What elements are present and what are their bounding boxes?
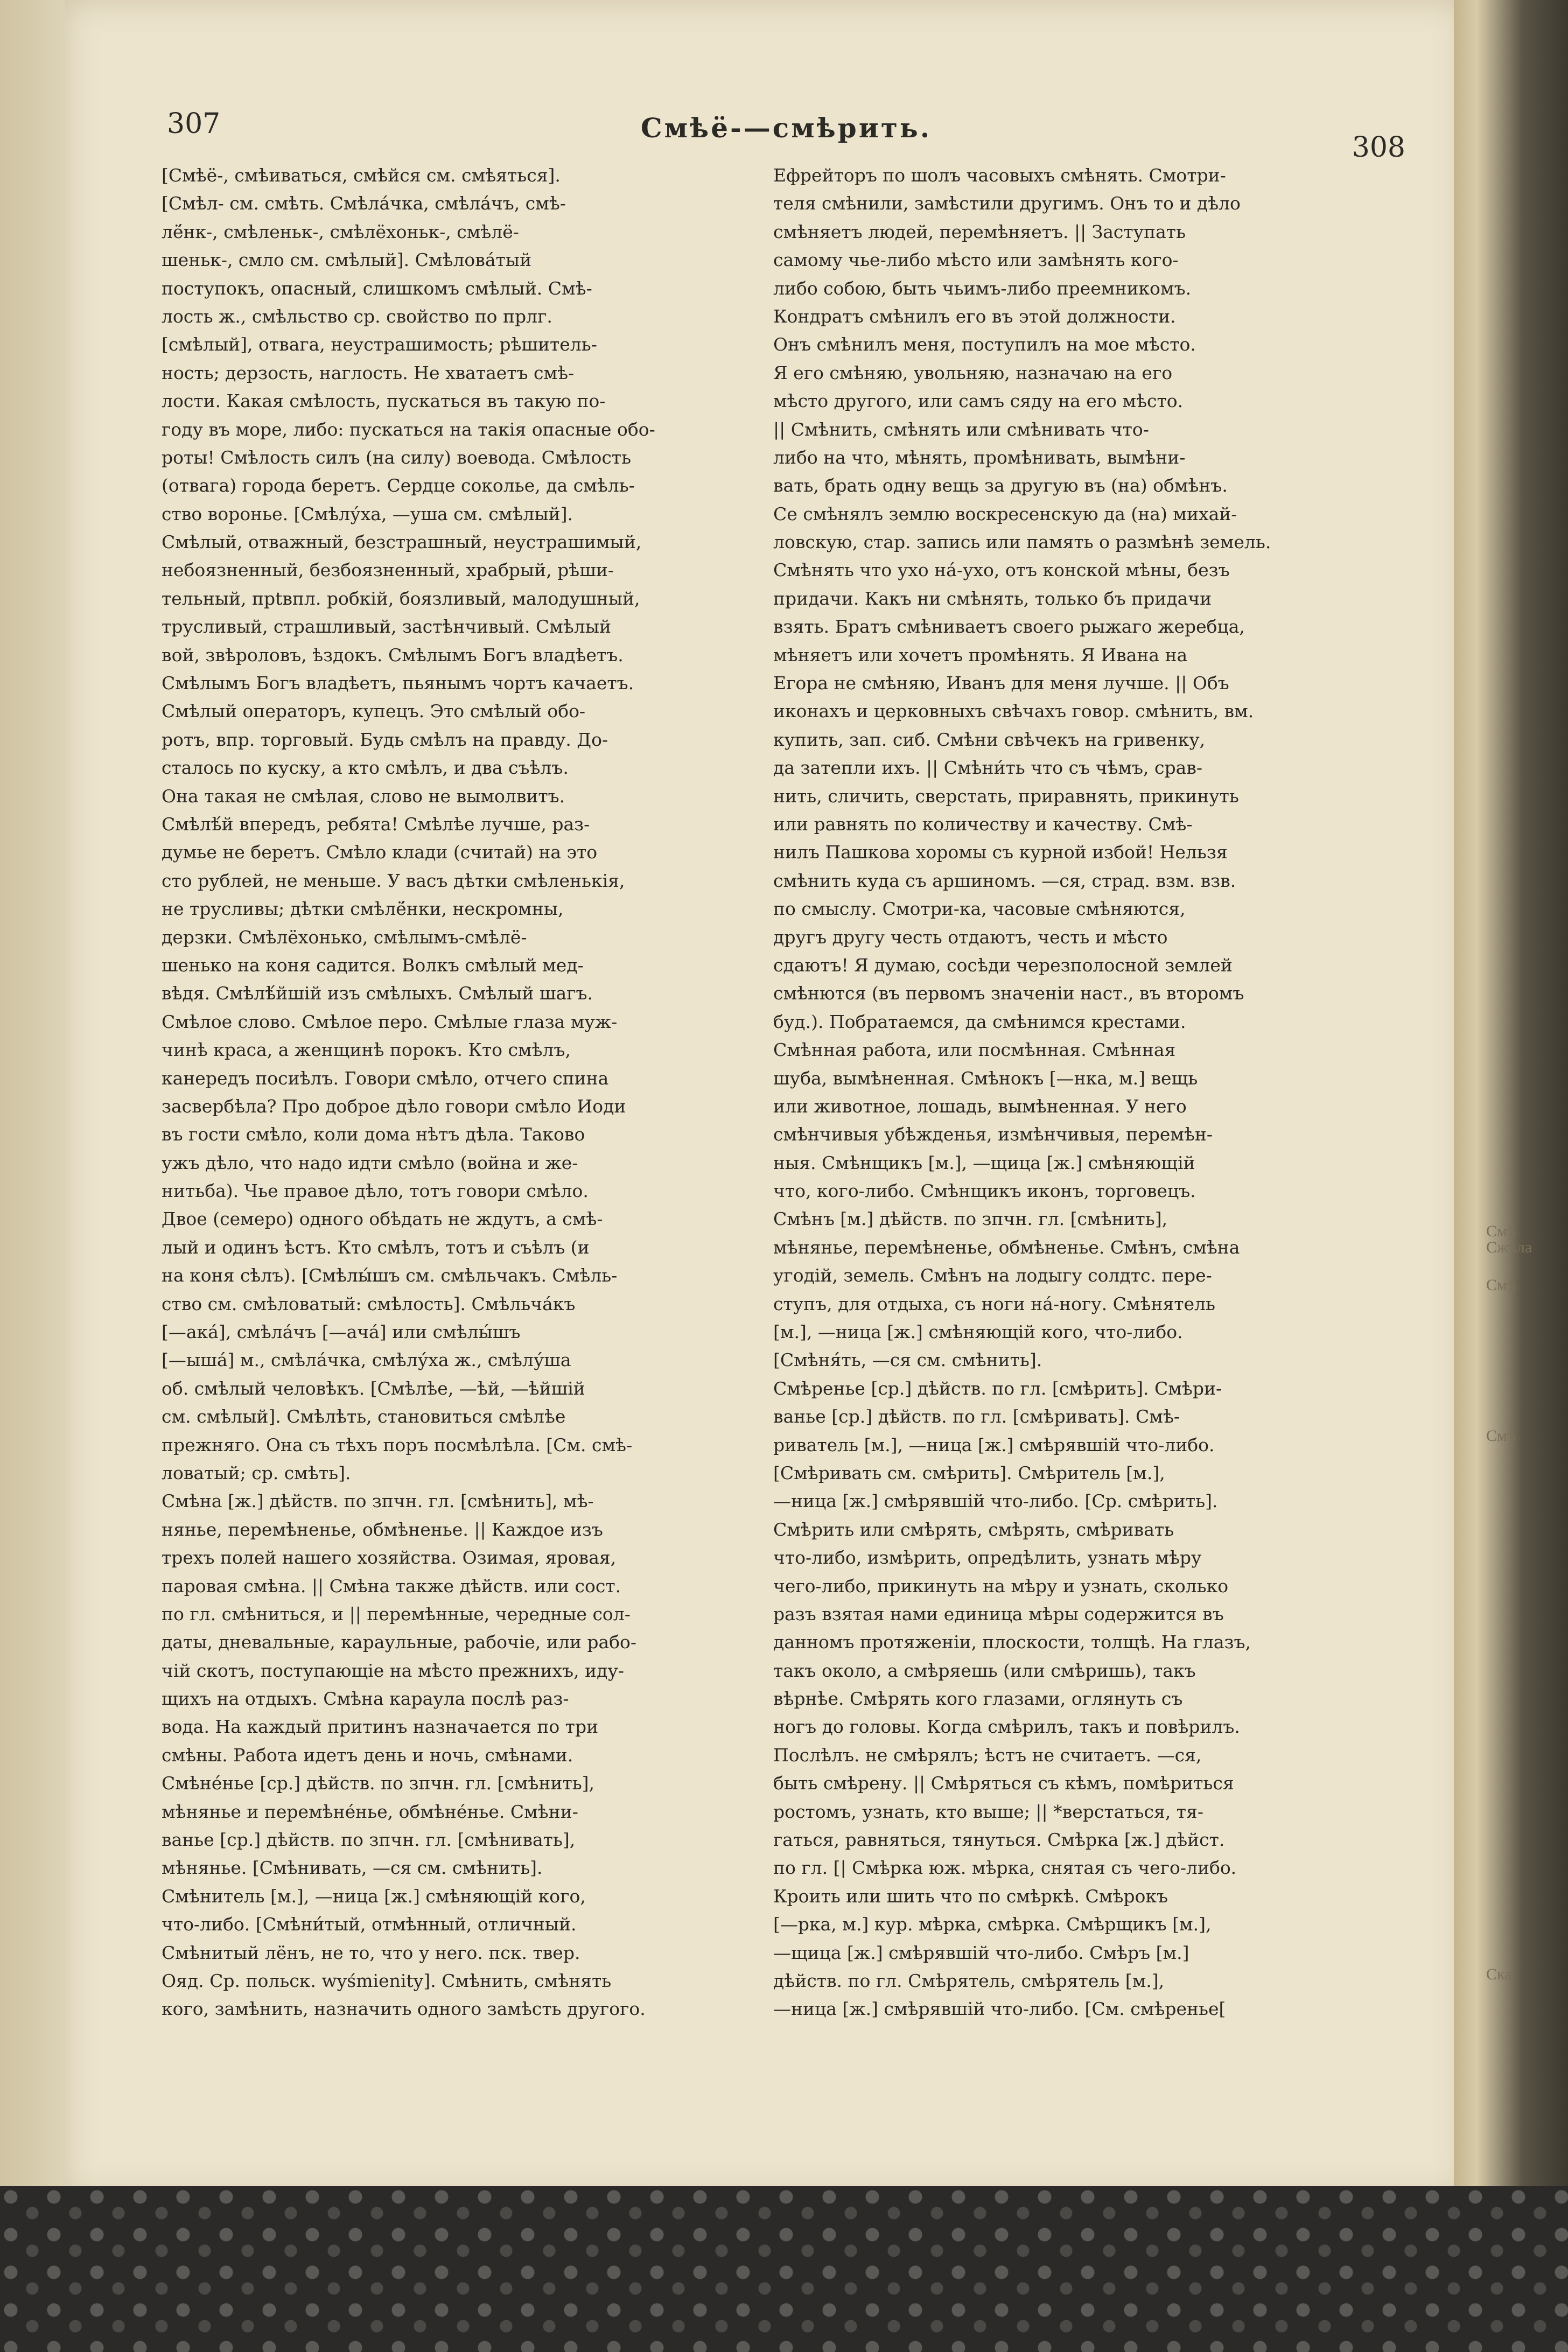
text-line: нянье, перемѣненье, обмѣненье. || Каждое изъ [162, 1518, 603, 1540]
text-line: Ефрейторъ по шолъ часовыхъ смѣнять. Смотри- [773, 165, 1226, 186]
text-line: Егора не смѣняю, Иванъ для меня лучше. || Объ [773, 673, 1229, 694]
text-line: что-либо, измѣрить, опредѣлить, узнать мѣру [773, 1547, 1202, 1569]
text-line: ловатый; ср. смѣть]. [162, 1462, 351, 1483]
running-head [167, 108, 1405, 164]
text-line: на коня сѣлъ). [Смѣлы́шъ см. смѣльчакъ. Смѣль- [162, 1265, 618, 1286]
text-line: думье не беретъ. Смѣло клади (считай) на это [162, 842, 598, 863]
text-line: Смѣлый, отважный, безстрашный, неустрашимый, [162, 531, 642, 553]
text-line: вой, звѣроловъ, ѣздокъ. Смѣлымъ Богъ владѣетъ. [162, 644, 624, 666]
text-line: Ояд. Ср. польск. wyśmienity]. Смѣнить, смѣнять [162, 1970, 612, 1991]
text-line: смѣнчивыя убѣжденья, измѣнчивыя, перемѣн- [773, 1124, 1213, 1145]
text-line: [—ыша́] м., смѣла́чка, смѣлу́ха ж., смѣлу́ша [162, 1349, 571, 1371]
text-line: Смѣнъ [м.] дѣйств. по зпчн. гл. [смѣнить], [773, 1208, 1168, 1230]
text-line: —ница [ж.] смѣрявшій что-либо. [См. смѣренье[ [773, 1998, 1226, 2020]
text-line: Смѣнитый лёнъ, не то, что у него. пск. твер. [162, 1942, 580, 1963]
text-line: не трусливы; дѣтки смѣлё́нки, нескромны, [162, 898, 564, 920]
ghost-text: Сжѣла [1486, 1238, 1532, 1256]
text-line: мѣсто другого, или самъ сяду на его мѣсто. [773, 390, 1184, 412]
text-line: разъ взятая нами единица мѣры содержится въ [773, 1603, 1224, 1625]
text-line: смѣнются (въ первомъ значеніи наст., въ второмъ [773, 983, 1244, 1004]
text-line: вать, брать одну вещь за другую въ (на) обмѣнъ. [773, 475, 1228, 496]
text-line: Смѣна [ж.] дѣйств. по зпчн. гл. [смѣнить], мѣ- [162, 1490, 594, 1512]
text-line: лость ж., смѣльство ср. свойство по прлг. [162, 305, 552, 327]
text-line: риватель [м.], —ница [ж.] смѣрявшій что-либо. [773, 1434, 1215, 1455]
text-line: поступокъ, опасный, слишкомъ смѣлый. Смѣ- [162, 277, 592, 299]
text-line: Смѣлый операторъ, купецъ. Это смѣлый обо- [162, 701, 586, 722]
text-line: теля смѣнили, замѣстили другимъ. Онъ то и дѣло [773, 193, 1241, 214]
text-line: гаться, равняться, тянуться. Смѣрка [ж.] дѣйст. [773, 1829, 1225, 1851]
text-line: либо собою, быть чьимъ-либо преемникомъ. [773, 277, 1192, 299]
text-line: засвербѣла? Про доброе дѣло говори смѣло Иоди [162, 1095, 626, 1117]
text-line: чинѣ краса, а женщинѣ порокъ. Кто смѣлъ, [162, 1039, 571, 1061]
text-line: кого, замѣнить, назначить одного замѣсть другого. [162, 1998, 646, 2020]
text-line: нить, сличить, сверстать, приравнять, прикинуть [773, 785, 1239, 807]
left-column [162, 162, 754, 2024]
text-line: [смѣлый], отвага, неустрашимость; рѣшитель- [162, 334, 597, 355]
text-line: Смѣлое слово. Смѣлое перо. Смѣлые глаза муж- [162, 1011, 618, 1032]
text-line: по смыслу. Смотри-ка, часовые смѣняются, [773, 898, 1186, 920]
ghost-text: Смѣ [1486, 1276, 1516, 1294]
text-line: Она такая не смѣлая, слово не вымолвитъ. [162, 785, 565, 807]
text-line: тельный, прtвпл. робкій, боязливый, малодушный, [162, 587, 640, 609]
text-line: лё́нк-, смѣленьк-, смѣлёхоньк-, смѣлё- [162, 221, 519, 242]
text-line: дерзки. Смѣлёхонько, смѣлымъ-смѣлё- [162, 926, 527, 948]
text-line: Се смѣнялъ землю воскресенскую да (на) михай- [773, 503, 1237, 524]
text-line: году въ море, либо: пускаться на такія опасные обо- [162, 418, 655, 440]
running-head-title: Смѣё-—смѣрить. [640, 112, 932, 144]
left-page-number: 307 [167, 108, 221, 140]
text-line: сталось по куску, а кто смѣлъ, и два съѣлъ. [162, 757, 569, 779]
text-line: смѣняетъ людей, перемѣняетъ. || Заступать [773, 221, 1186, 242]
text-line: вѣдя. Смѣлѣ́йшій изъ смѣлыхъ. Смѣлый шагъ. [162, 983, 593, 1004]
text-line: взять. Братъ смѣниваетъ своего рыжаго жеребца, [773, 616, 1245, 638]
text-line: прежняго. Она съ тѣхъ поръ посмѣлѣла. [См. смѣ- [162, 1434, 633, 1455]
text-line: смѣнить куда съ аршиномъ. —ся, страд. взм. взв. [773, 870, 1236, 891]
text-line: лости. Какая смѣлость, пускаться въ такую по- [162, 390, 606, 412]
text-line: угодій, земель. Смѣнъ на лодыгу солдтс. пере- [773, 1265, 1212, 1286]
text-line: трехъ полей нашего хозяйства. Озимая, яровая, [162, 1547, 617, 1569]
text-line: небоязненный, безбоязненный, храбрый, рѣши- [162, 559, 614, 581]
text-line: Послѣлъ. не смѣрялъ; ѣстъ не считаетъ. —ся, [773, 1744, 1202, 1766]
text-line: [—ака́], смѣла́чъ [—ача́] или смѣлы́шъ [162, 1321, 521, 1343]
text-line: мѣняетъ или хочетъ промѣнять. Я Ивана на [773, 644, 1188, 666]
text-line: что, кого-либо. Смѣнщикъ иконъ, торговецъ. [773, 1180, 1196, 1202]
text-line: ротъ, впр. торговый. Будь смѣлъ на правду. До- [162, 729, 608, 750]
text-line: ступъ, для отдыха, съ ноги на́-ногу. Смѣнятель [773, 1293, 1216, 1314]
text-line: чій скотъ, поступающіе на мѣсто прежнихъ, иду- [162, 1660, 625, 1681]
text-line: сто рублей, не меньше. У васъ дѣтки смѣленькія, [162, 870, 625, 891]
text-line: мѣнянье, перемѣненье, обмѣненье. Смѣнъ, смѣна [773, 1236, 1240, 1258]
text-line: ногъ до головы. Когда смѣрилъ, такъ и повѣрилъ. [773, 1716, 1240, 1738]
text-line: ство см. смѣловатый: смѣлость]. Смѣльча́къ [162, 1293, 576, 1314]
text-line: канередъ посиѣлъ. Говори смѣло, отчего спина [162, 1067, 609, 1089]
text-line: [Смѣл- см. смѣть. Смѣла́чка, смѣла́чъ, смѣ- [162, 193, 566, 214]
text-line: да затепли ихъ. || Смѣни́ть что съ чѣмъ, срав- [773, 757, 1202, 779]
text-line: Смѣнная работа, или посмѣнная. Смѣнная [773, 1039, 1176, 1061]
text-line: —ница [ж.] смѣрявшій что-либо. [Ср. смѣрить]. [773, 1490, 1218, 1512]
text-line: ство воронье. [Смѣлу́ха, —уша см. смѣлый]. [162, 503, 573, 524]
text-line: Кроить или шить что по смѣркѣ. Смѣрокъ [773, 1885, 1168, 1907]
text-line: другъ другу честь отдаютъ, честь и мѣсто [773, 926, 1168, 948]
text-line: по гл. [| Смѣрка юж. мѣрка, снятая съ чего-либо. [773, 1857, 1237, 1879]
text-line: даты, дневальные, караульные, рабочіе, или рабо- [162, 1632, 637, 1653]
text-line: сдаютъ! Я думаю, сосѣди черезполосной землей [773, 954, 1233, 976]
text-line: Кондратъ смѣнилъ его въ этой должности. [773, 305, 1176, 327]
text-line: Двое (семеро) одного обѣдать не ждутъ, а смѣ- [162, 1208, 603, 1230]
text-line: быть смѣрену. || Смѣряться съ кѣмъ, помѣриться [773, 1773, 1234, 1794]
text-line: буд.). Побратаемся, да смѣнимся крестами. [773, 1011, 1186, 1032]
text-line: нитьба). Чье правое дѣло, тотъ говори смѣло. [162, 1180, 589, 1202]
scanner-background-fabric [0, 2186, 1568, 2352]
text-line: купить, зап. сиб. Смѣни свѣчекъ на гривенку, [773, 729, 1206, 750]
text-line: [—рка, м.] кур. мѣрка, смѣрка. Смѣрщикъ [м.], [773, 1914, 1212, 1935]
text-line: ужъ дѣло, что надо идти смѣло (война и же- [162, 1152, 578, 1173]
text-line: иконахъ и церковныхъ свѣчахъ говор. смѣнить, вм. [773, 701, 1254, 722]
text-line: или равнять по количеству и качеству. Смѣ- [773, 813, 1193, 835]
text-line: Смѣренье [ср.] дѣйств. по гл. [смѣрить]. Смѣри- [773, 1377, 1222, 1399]
text-line: ванье [ср.] дѣйств. по зпчн. гл. [смѣнивать], [162, 1829, 576, 1851]
text-line: чего-либо, прикинуть на мѣру и узнать, сколько [773, 1575, 1229, 1597]
text-line: по гл. смѣниться, и || перемѣнные, чередные сол- [162, 1603, 631, 1625]
text-line: нилъ Пашкова хоромы съ курной избой! Нельзя [773, 842, 1228, 863]
text-line: лый и одинъ ѣстъ. Кто смѣлъ, тотъ и съѣлъ (и [162, 1236, 590, 1258]
text-line: шуба, вымѣненная. Смѣнокъ [—нка, м.] вещь [773, 1067, 1198, 1089]
text-line: Онъ смѣнилъ меня, поступилъ на мое мѣсто. [773, 334, 1196, 355]
text-line: въ гости смѣло, коли дома нѣтъ дѣла. Таково [162, 1124, 585, 1145]
text-line: самому чье-либо мѣсто или замѣнять кого- [773, 249, 1179, 271]
next-page-edge [1454, 0, 1568, 2197]
text-line: [Смѣривать см. смѣрить]. Смѣритель [м.], [773, 1462, 1165, 1483]
text-line: шенько на коня садится. Волкъ смѣлый мед- [162, 954, 584, 976]
text-line: данномъ протяженіи, плоскости, толщѣ. На глазъ, [773, 1632, 1251, 1653]
text-line: дѣйств. по гл. Смѣрятель, смѣрятель [м.], [773, 1970, 1165, 1991]
text-line: Смѣнитель [м.], —ница [ж.] смѣняющій кого, [162, 1885, 586, 1907]
text-line: ловскую, стар. запись или память о размѣнѣ земель. [773, 531, 1271, 553]
text-line: трусливый, страшливый, застѣнчивый. Смѣлый [162, 616, 612, 638]
text-line: [Смѣё-, смѣиваться, смѣйся см. смѣяться]. [162, 165, 561, 186]
text-line: или животное, лошадь, вымѣненная. У него [773, 1095, 1187, 1117]
text-line: что-либо. [Смѣни́тый, отмѣнный, отличный. [162, 1914, 577, 1935]
text-line: вода. На каждый притинъ назначается по три [162, 1716, 599, 1738]
ghost-text: Смѣ [1486, 1427, 1516, 1445]
text-line: смѣны. Работа идетъ день и ночь, смѣнами. [162, 1744, 573, 1766]
text-line: мѣнянье. [Смѣнивать, —ся см. смѣнить]. [162, 1857, 543, 1879]
text-line: Смѣне́нье [ср.] дѣйств. по зпчн. гл. [смѣнить], [162, 1773, 595, 1794]
text-line: Смѣрить или смѣрять, смѣрять, смѣривать [773, 1518, 1174, 1540]
text-line: вѣрнѣе. Смѣрять кого глазами, оглянуть съ [773, 1688, 1183, 1710]
text-line: шеньк-, смло см. смѣлый]. Смѣлова́тый [162, 249, 532, 271]
text-line: ростомъ, узнать, кто выше; || *верстаться, тя- [773, 1801, 1204, 1822]
right-page-number: 308 [1352, 131, 1405, 164]
text-line: [Смѣня́ть, —ся см. смѣнить]. [773, 1349, 1042, 1371]
text-line: см. смѣлый]. Смѣлѣть, становиться смѣлѣе [162, 1406, 566, 1427]
text-line: Смѣлымъ Богъ владѣетъ, пьянымъ чортъ качаетъ. [162, 673, 634, 694]
text-line: Смѣнять что ухо на́-ухо, отъ конской мѣны, безъ [773, 559, 1230, 581]
text-line: щихъ на отдыхъ. Смѣна караула послѣ раз- [162, 1688, 569, 1710]
text-line: роты! Смѣлость силъ (на силу) воевода. Смѣлость [162, 446, 632, 468]
text-line: об. смѣлый человѣкъ. [Смѣлѣе, —ѣй, —ѣйшій [162, 1377, 585, 1399]
text-line: мѣнянье и перемѣне́нье, обмѣне́нье. Смѣни- [162, 1801, 578, 1822]
text-line: паровая смѣна. || Смѣна также дѣйств. или сост. [162, 1575, 621, 1597]
text-line: либо на что, мѣнять, промѣнивать, вымѣни- [773, 446, 1186, 468]
text-line: ныя. Смѣнщикъ [м.], —щица [ж.] смѣняющій [773, 1152, 1195, 1173]
ghost-text: Смѣ [1486, 1222, 1516, 1240]
text-line: || Смѣнить, смѣнять или смѣнивать что- [773, 418, 1149, 440]
text-line: —щица [ж.] смѣрявшій что-либо. Смѣръ [м.] [773, 1942, 1189, 1963]
text-line: ванье [ср.] дѣйств. по гл. [смѣривать]. Смѣ- [773, 1406, 1180, 1427]
text-line: (отвага) города беретъ. Сердце соколье, да смѣль- [162, 475, 635, 496]
text-line: Я его смѣняю, увольняю, назначаю на его [773, 362, 1173, 383]
right-column [773, 162, 1366, 2024]
text-line: ность; дерзость, наглость. Не хватаетъ смѣ- [162, 362, 575, 383]
text-line: [м.], —ница [ж.] смѣняющій кого, что-либо. [773, 1321, 1183, 1343]
ghost-text: Ска [1486, 1965, 1512, 1983]
text-line: придачи. Какъ ни смѣнять, только бъ придачи [773, 587, 1212, 609]
text-line: такъ около, а смѣряешь (или смѣришь), такъ [773, 1660, 1196, 1681]
text-line: Смѣлѣ́й впередъ, ребята! Смѣлѣе лучше, раз- [162, 813, 590, 835]
